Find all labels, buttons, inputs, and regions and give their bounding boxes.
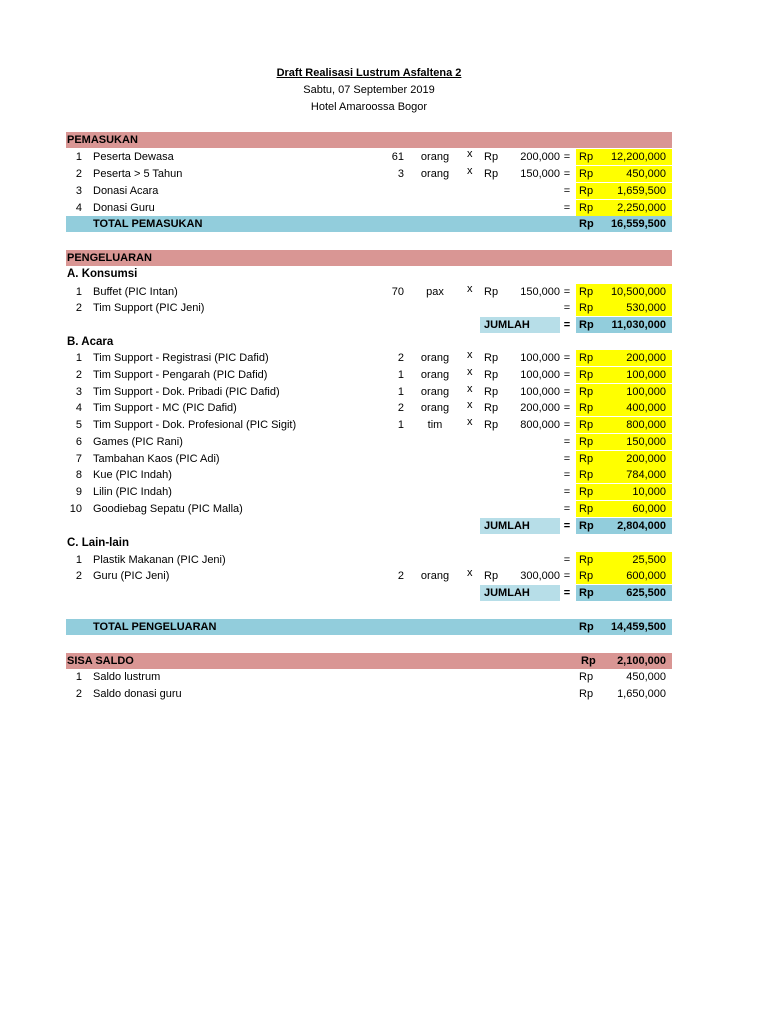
section-label: PENGELUARAN	[67, 252, 152, 264]
item-total: 600,000	[626, 570, 666, 582]
total-currency: Rp	[579, 688, 594, 700]
item-number: 5	[75, 419, 82, 431]
line-item-row	[66, 417, 672, 433]
item-total: 12,200,000	[610, 151, 666, 163]
total-currency: Rp	[579, 486, 594, 498]
line-item-row	[66, 501, 672, 517]
equals-sign: =	[563, 319, 571, 331]
equals-sign: =	[563, 503, 571, 515]
jumlah-row	[66, 518, 672, 534]
equals-sign: =	[563, 469, 571, 481]
subsection-title: B. Acara	[67, 336, 114, 348]
item-number: 1	[75, 671, 82, 683]
item-quantity: 2	[397, 570, 404, 582]
total-currency: Rp	[579, 386, 594, 398]
multiply-sign: x	[467, 349, 473, 361]
equals-sign: =	[563, 151, 571, 163]
price-currency: Rp	[484, 419, 499, 431]
item-number: 1	[75, 352, 82, 364]
item-price: 200,000	[520, 402, 560, 414]
saldo-item-row	[66, 686, 672, 702]
item-description: Peserta Dewasa	[93, 151, 174, 163]
sisa-currency: Rp	[581, 655, 596, 667]
item-number: 2	[75, 688, 82, 700]
total-pengeluaran-label: TOTAL PENGELUARAN	[93, 621, 217, 633]
total-pemasukan-label: TOTAL PEMASUKAN	[93, 218, 203, 230]
equals-sign: =	[563, 185, 571, 197]
item-description: Tim Support - Dok. Profesional (PIC Sigit)	[93, 419, 297, 431]
total-currency: Rp	[579, 168, 594, 180]
item-unit: orang	[420, 386, 450, 398]
item-number: 9	[75, 486, 82, 498]
item-total: 784,000	[626, 469, 666, 481]
line-item-row	[66, 183, 672, 199]
sisa-value: 2,100,000	[617, 655, 666, 667]
equals-sign: =	[563, 453, 571, 465]
item-number: 2	[75, 369, 82, 381]
total-currency: Rp	[579, 436, 594, 448]
item-price: 200,000	[520, 151, 560, 163]
jumlah-row	[66, 317, 672, 333]
section-label: SISA SALDO	[67, 655, 134, 667]
price-currency: Rp	[484, 570, 499, 582]
konsumsi-heading	[66, 266, 672, 282]
jumlah-label: JUMLAH	[480, 317, 560, 333]
line-item-row	[66, 300, 672, 316]
equals-sign: =	[563, 168, 571, 180]
equals-sign: =	[563, 352, 571, 364]
saldo-item-row	[66, 669, 672, 685]
total-currency: Rp	[579, 352, 594, 364]
line-item-row	[66, 434, 672, 450]
item-quantity: 61	[391, 151, 404, 163]
pemasukan-header	[66, 132, 672, 148]
item-total: 150,000	[626, 436, 666, 448]
equals-sign: =	[563, 369, 571, 381]
equals-sign: =	[563, 302, 571, 314]
item-description: Tim Support (PIC Jeni)	[93, 302, 205, 314]
jumlah-currency: Rp	[579, 587, 594, 599]
item-description: Kue (PIC Indah)	[93, 469, 172, 481]
item-quantity: 2	[397, 352, 404, 364]
item-price: 100,000	[520, 352, 560, 364]
section-label: PEMASUKAN	[67, 134, 138, 146]
item-number: 2	[75, 302, 82, 314]
price-currency: Rp	[484, 286, 499, 298]
item-number: 3	[75, 386, 82, 398]
item-number: 4	[75, 202, 82, 214]
line-item-row	[66, 484, 672, 500]
item-description: Tim Support - MC (PIC Dafid)	[93, 402, 237, 414]
item-number: 8	[75, 469, 82, 481]
multiply-sign: x	[467, 416, 473, 428]
item-total: 10,500,000	[610, 286, 666, 298]
item-description: Buffet (PIC Intan)	[93, 286, 178, 298]
item-number: 4	[75, 402, 82, 414]
event-date: Sabtu, 07 September 2019	[303, 84, 435, 96]
total-currency: Rp	[579, 671, 594, 683]
equals-sign: =	[563, 402, 571, 414]
line-item-row	[66, 367, 672, 383]
jumlah-currency: Rp	[579, 520, 594, 532]
item-number: 10	[69, 503, 82, 515]
total-currency: Rp	[579, 302, 594, 314]
multiply-sign: x	[467, 165, 473, 177]
multiply-sign: x	[467, 567, 473, 579]
sisa-saldo-row	[66, 653, 672, 669]
item-total: 200,000	[626, 453, 666, 465]
equals-sign: =	[563, 286, 571, 298]
price-currency: Rp	[484, 352, 499, 364]
subsection-title: C. Lain-lain	[67, 537, 129, 549]
item-quantity: 1	[397, 419, 404, 431]
item-unit: orang	[420, 151, 450, 163]
item-number: 2	[75, 570, 82, 582]
line-item-row	[66, 384, 672, 400]
item-quantity: 1	[397, 369, 404, 381]
total-currency: Rp	[579, 419, 594, 431]
multiply-sign: x	[467, 148, 473, 160]
line-item-row	[66, 552, 672, 568]
document-title: Draft Realisasi Lustrum Asfaltena 2	[276, 67, 462, 79]
jumlah-value: 11,030,000	[611, 319, 666, 331]
item-description: Goodiebag Sepatu (PIC Malla)	[93, 503, 243, 515]
item-description: Tambahan Kaos (PIC Adi)	[93, 453, 220, 465]
item-total: 100,000	[626, 386, 666, 398]
item-total: 450,000	[626, 671, 666, 683]
equals-sign: =	[563, 520, 571, 532]
item-unit: tim	[427, 419, 443, 431]
item-unit: orang	[420, 168, 450, 180]
price-currency: Rp	[484, 386, 499, 398]
equals-sign: =	[563, 486, 571, 498]
multiply-sign: x	[467, 366, 473, 378]
item-number: 2	[75, 168, 82, 180]
total-currency: Rp	[579, 218, 594, 230]
total-currency: Rp	[579, 286, 594, 298]
item-quantity: 3	[397, 168, 404, 180]
line-item-row	[66, 166, 672, 182]
jumlah-row	[66, 585, 672, 601]
line-item-row	[66, 568, 672, 584]
item-total: 200,000	[626, 352, 666, 364]
item-total: 10,000	[632, 486, 666, 498]
total-pengeluaran-row	[66, 619, 672, 635]
item-description: Donasi Acara	[93, 185, 159, 197]
item-quantity: 1	[397, 386, 404, 398]
total-currency: Rp	[579, 151, 594, 163]
item-price: 300,000	[520, 570, 560, 582]
event-venue: Hotel Amaroossa Bogor	[310, 101, 428, 113]
item-total: 450,000	[626, 168, 666, 180]
item-number: 6	[75, 436, 82, 448]
multiply-sign: x	[467, 383, 473, 395]
item-price: 100,000	[520, 369, 560, 381]
price-currency: Rp	[484, 402, 499, 414]
item-quantity: 2	[397, 402, 404, 414]
jumlah-value: 625,500	[626, 587, 666, 599]
line-item-row	[66, 400, 672, 416]
item-unit: orang	[420, 352, 450, 364]
line-item-row	[66, 467, 672, 483]
item-number: 1	[75, 286, 82, 298]
line-item-row	[66, 350, 672, 366]
item-number: 1	[75, 151, 82, 163]
total-pengeluaran-value: 14,459,500	[610, 621, 666, 633]
total-currency: Rp	[579, 202, 594, 214]
item-unit: orang	[420, 402, 450, 414]
item-description: Tim Support - Registrasi (PIC Dafid)	[93, 352, 269, 364]
equals-sign: =	[563, 419, 571, 431]
equals-sign: =	[563, 570, 571, 582]
line-item-row	[66, 149, 672, 165]
price-currency: Rp	[484, 369, 499, 381]
item-description: Tim Support - Dok. Pribadi (PIC Dafid)	[93, 386, 280, 398]
item-description: Donasi Guru	[93, 202, 155, 214]
item-number: 7	[75, 453, 82, 465]
item-description: Lilin (PIC Indah)	[93, 486, 172, 498]
item-price: 150,000	[520, 168, 560, 180]
multiply-sign: x	[467, 283, 473, 295]
line-item-row	[66, 451, 672, 467]
multiply-sign: x	[467, 399, 473, 411]
line-item-row	[66, 284, 672, 300]
total-currency: Rp	[579, 469, 594, 481]
item-number: 3	[75, 185, 82, 197]
price-currency: Rp	[484, 168, 499, 180]
acara-heading	[66, 334, 672, 350]
item-number: 1	[75, 554, 82, 566]
item-description: Tim Support - Pengarah (PIC Dafid)	[93, 369, 268, 381]
item-unit: pax	[426, 286, 444, 298]
item-total: 530,000	[626, 302, 666, 314]
item-total: 1,659,500	[617, 185, 666, 197]
item-total: 25,500	[632, 554, 666, 566]
item-total: 1,650,000	[617, 688, 666, 700]
equals-sign: =	[563, 587, 571, 599]
jumlah-label: JUMLAH	[480, 585, 560, 601]
item-description: Plastik Makanan (PIC Jeni)	[93, 554, 226, 566]
total-currency: Rp	[579, 570, 594, 582]
total-currency: Rp	[579, 185, 594, 197]
total-currency: Rp	[579, 621, 594, 633]
item-total: 400,000	[626, 402, 666, 414]
pengeluaran-header	[66, 250, 672, 266]
jumlah-value: 2,804,000	[617, 520, 666, 532]
item-price: 100,000	[520, 386, 560, 398]
total-currency: Rp	[579, 453, 594, 465]
item-total: 2,250,000	[617, 202, 666, 214]
equals-sign: =	[563, 202, 571, 214]
line-item-row	[66, 200, 672, 216]
jumlah-label: JUMLAH	[480, 518, 560, 534]
total-currency: Rp	[579, 402, 594, 414]
total-currency: Rp	[579, 503, 594, 515]
total-pemasukan-value: 16,559,500	[610, 218, 666, 230]
item-description: Guru (PIC Jeni)	[93, 570, 170, 582]
subsection-title: A. Konsumsi	[67, 268, 138, 280]
total-pemasukan-row	[66, 216, 672, 232]
item-description: Peserta > 5 Tahun	[93, 168, 183, 180]
jumlah-currency: Rp	[579, 319, 594, 331]
price-currency: Rp	[484, 151, 499, 163]
item-description: Games (PIC Rani)	[93, 436, 183, 448]
equals-sign: =	[563, 554, 571, 566]
total-currency: Rp	[579, 554, 594, 566]
equals-sign: =	[563, 386, 571, 398]
item-description: Saldo lustrum	[93, 671, 161, 683]
item-unit: orang	[420, 369, 450, 381]
item-quantity: 70	[391, 286, 404, 298]
item-total: 60,000	[632, 503, 666, 515]
lainlain-heading	[66, 535, 672, 551]
item-unit: orang	[420, 570, 450, 582]
item-total: 800,000	[626, 419, 666, 431]
item-price: 150,000	[520, 286, 560, 298]
item-total: 100,000	[626, 369, 666, 381]
total-currency: Rp	[579, 369, 594, 381]
item-description: Saldo donasi guru	[93, 688, 182, 700]
item-price: 800,000	[520, 419, 560, 431]
equals-sign: =	[563, 436, 571, 448]
